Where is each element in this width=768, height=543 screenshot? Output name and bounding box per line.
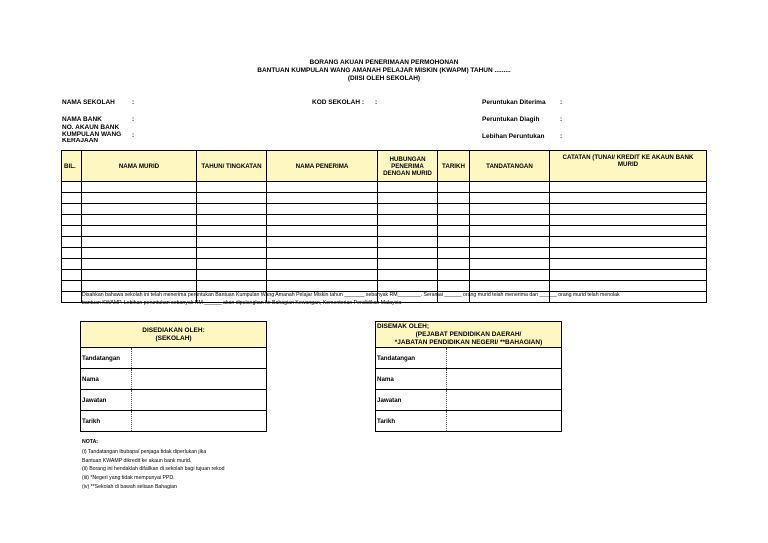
nama-sekolah-label: NAMA SEKOLAH bbox=[62, 99, 115, 106]
table-cell[interactable] bbox=[470, 215, 550, 226]
form-title: BORANG AKUAN PENERIMAAN PERMOHONAN bbox=[309, 59, 459, 66]
table-cell[interactable] bbox=[197, 259, 267, 270]
declaration-line1: Disahkan bahawa sekolah ini telah menerima peruntukan Bantuan Kumpulan Wang Amanah Pelajar Miskin tahun _______ sebanyak RM________. Seramai ______ orang murid telah menerima dan ______ orang murid telah menolak bbox=[82, 292, 620, 298]
table-row bbox=[62, 215, 707, 226]
table-row bbox=[62, 204, 707, 215]
table-cell[interactable] bbox=[438, 248, 470, 259]
table-cell[interactable] bbox=[470, 270, 550, 281]
col-nama-penerima: NAMA PENERIMA bbox=[267, 151, 378, 182]
checked-by-subtitle2: *JABATAN PENDIDIKAN NEGERI/ **BAHAGIAN) bbox=[394, 338, 543, 346]
note-item: (i) Tandatangan ibubapa/ penjaga tidak diperlukan jika bbox=[82, 449, 207, 455]
table-cell[interactable] bbox=[438, 281, 470, 292]
table-cell[interactable] bbox=[62, 259, 82, 270]
sig-left-label-nama: Nama bbox=[81, 369, 132, 390]
table-cell[interactable] bbox=[197, 215, 267, 226]
table-cell[interactable] bbox=[62, 270, 82, 281]
sig-left-field-tandatangan[interactable] bbox=[132, 348, 267, 369]
col-bil: BIL. bbox=[62, 151, 82, 182]
table-cell[interactable] bbox=[378, 259, 438, 270]
table-cell[interactable] bbox=[470, 259, 550, 270]
table-cell[interactable] bbox=[550, 259, 707, 270]
table-cell[interactable] bbox=[82, 226, 197, 237]
recipients-table bbox=[61, 150, 707, 303]
table-cell[interactable] bbox=[438, 215, 470, 226]
table-cell[interactable] bbox=[267, 259, 378, 270]
table-cell[interactable] bbox=[378, 182, 438, 193]
col-tarikh: TARIKH bbox=[438, 151, 470, 182]
sig-right-label-jawatan: Jawatan bbox=[376, 390, 447, 411]
table-cell[interactable] bbox=[550, 215, 707, 226]
declaration-line2: bantuan KWAMP. Lebihan peruntukan sebanyak RM ______ akan dipulangkan ke Bahagian Kewangan, Kementerian Pendidikan Malaysia bbox=[82, 300, 402, 306]
no-akaun-line2: KUMPULAN WANG bbox=[62, 130, 122, 138]
table-cell[interactable] bbox=[62, 248, 82, 259]
table-row bbox=[62, 270, 707, 281]
table-cell[interactable] bbox=[62, 193, 82, 204]
table-cell[interactable] bbox=[267, 193, 378, 204]
table-cell[interactable] bbox=[267, 281, 378, 292]
sig-left-label-jawatan: Jawatan bbox=[81, 390, 132, 411]
form-note: (DIISI OLEH SEKOLAH) bbox=[347, 75, 421, 82]
table-cell[interactable] bbox=[378, 204, 438, 215]
table-cell[interactable] bbox=[197, 204, 267, 215]
sig-left-label-tarikh: Tarikh bbox=[81, 411, 132, 432]
table-cell[interactable] bbox=[470, 182, 550, 193]
table-cell[interactable] bbox=[470, 281, 550, 292]
col-nama-murid: NAMA MURID bbox=[82, 151, 197, 182]
table-cell[interactable] bbox=[82, 259, 197, 270]
no-akaun-line3: KERAJAAN bbox=[62, 138, 99, 142]
col-tandatangan: TANDATANGAN bbox=[470, 151, 550, 182]
table-cell[interactable] bbox=[550, 226, 707, 237]
table-cell[interactable] bbox=[197, 193, 267, 204]
table-cell[interactable] bbox=[62, 204, 82, 215]
table-cell[interactable] bbox=[62, 226, 82, 237]
table-cell[interactable] bbox=[267, 215, 378, 226]
table-cell[interactable] bbox=[438, 204, 470, 215]
table-cell[interactable] bbox=[378, 193, 438, 204]
checked-by-header bbox=[376, 322, 562, 348]
table-cell[interactable] bbox=[550, 281, 707, 292]
table-cell[interactable] bbox=[438, 193, 470, 204]
prepared-by-header bbox=[81, 322, 267, 348]
table-cell[interactable] bbox=[82, 237, 197, 248]
sig-left-field-tarikh[interactable] bbox=[132, 411, 267, 432]
table-cell[interactable] bbox=[267, 270, 378, 281]
table-cell[interactable] bbox=[438, 182, 470, 193]
table-cell[interactable] bbox=[470, 204, 550, 215]
sig-right-field-jawatan[interactable] bbox=[447, 390, 562, 411]
table-cell[interactable] bbox=[197, 226, 267, 237]
table-cell[interactable] bbox=[197, 270, 267, 281]
table-cell[interactable] bbox=[197, 182, 267, 193]
sig-left-field-jawatan[interactable] bbox=[132, 390, 267, 411]
checked-by-title: DISEMAK OLEH; bbox=[377, 322, 429, 330]
colon: : bbox=[132, 132, 135, 139]
colon: : bbox=[560, 99, 563, 106]
colon: : bbox=[132, 99, 135, 106]
prepared-by-subtitle: (SEKOLAH) bbox=[155, 334, 192, 342]
table-cell[interactable] bbox=[62, 182, 82, 193]
table-cell[interactable] bbox=[550, 270, 707, 281]
checked-by-box bbox=[375, 321, 562, 432]
sig-right-field-tandatangan[interactable] bbox=[447, 348, 562, 369]
note-item: (iv) **Sekolah di bawah seliaan Bahagian bbox=[82, 484, 177, 490]
table-header-row bbox=[62, 151, 707, 182]
note-item: (iii) *Negeri yang tidak mempunyai PPD. bbox=[82, 475, 175, 481]
no-akaun-label bbox=[62, 125, 121, 142]
table-cell[interactable] bbox=[82, 204, 197, 215]
table-cell[interactable] bbox=[62, 215, 82, 226]
colon: : bbox=[132, 116, 135, 123]
table-cell[interactable] bbox=[378, 226, 438, 237]
colon: : bbox=[560, 133, 563, 140]
sig-right-label-nama: Nama bbox=[376, 369, 447, 390]
table-cell[interactable] bbox=[82, 281, 197, 292]
table-cell[interactable] bbox=[378, 237, 438, 248]
table-cell[interactable] bbox=[82, 215, 197, 226]
table-cell[interactable] bbox=[267, 182, 378, 193]
table-cell[interactable] bbox=[82, 248, 197, 259]
table-cell[interactable] bbox=[438, 259, 470, 270]
table-cell[interactable] bbox=[550, 204, 707, 215]
col-tahun-tingkatan: TAHUN/ TINGKATAN bbox=[197, 151, 267, 182]
sig-left-field-nama[interactable] bbox=[132, 369, 267, 390]
peruntukan-diterima-label: Peruntukan Diterima bbox=[482, 99, 546, 106]
sig-right-label-tarikh: Tarikh bbox=[376, 411, 447, 432]
table-cell[interactable] bbox=[197, 281, 267, 292]
table-cell[interactable] bbox=[438, 226, 470, 237]
table-cell[interactable] bbox=[470, 248, 550, 259]
table-cell[interactable] bbox=[470, 226, 550, 237]
sig-right-label-tandatangan: Tandatangan bbox=[376, 348, 447, 369]
table-cell[interactable] bbox=[197, 237, 267, 248]
table-cell[interactable] bbox=[438, 237, 470, 248]
table-cell[interactable] bbox=[82, 182, 197, 193]
no-akaun-line1: NO. AKAUN BANK bbox=[62, 124, 120, 131]
table-cell[interactable] bbox=[378, 270, 438, 281]
col-hubungan: HUBUNGAN PENERIMA DENGAN MURID bbox=[378, 151, 438, 182]
note-item: Bantuan KWAMP dikredit ke akaun bank murid. bbox=[82, 458, 192, 464]
table-row bbox=[62, 281, 707, 292]
nama-bank-label: NAMA BANK bbox=[62, 116, 102, 123]
table-row bbox=[62, 259, 707, 270]
table-row bbox=[62, 248, 707, 259]
prepared-by-box bbox=[80, 321, 267, 432]
table-cell[interactable] bbox=[550, 237, 707, 248]
table-row bbox=[62, 237, 707, 248]
colon: : bbox=[560, 116, 563, 123]
table-row bbox=[62, 226, 707, 237]
col-catatan: CATATAN (TUNAI/ KREDIT KE AKAUN BANK MURID bbox=[550, 151, 707, 182]
table-cell[interactable] bbox=[197, 248, 267, 259]
table-cell[interactable] bbox=[62, 237, 82, 248]
sig-left-label-tandatangan: Tandatangan bbox=[81, 348, 132, 369]
prepared-by-title: DISEDIAKAN OLEH: bbox=[142, 326, 205, 334]
table-cell[interactable] bbox=[267, 226, 378, 237]
table-cell[interactable] bbox=[82, 270, 197, 281]
table-cell[interactable] bbox=[550, 182, 707, 193]
table-cell[interactable] bbox=[62, 292, 82, 303]
kod-sekolah-label: KOD SEKOLAH : bbox=[312, 99, 364, 106]
table-cell[interactable] bbox=[267, 237, 378, 248]
colon: : bbox=[375, 99, 378, 106]
table-cell[interactable] bbox=[378, 248, 438, 259]
lebihan-peruntukan-label: Lebihan Peruntukan bbox=[482, 133, 545, 140]
table-row bbox=[62, 193, 707, 204]
table-cell[interactable] bbox=[82, 193, 197, 204]
table-cell[interactable] bbox=[550, 248, 707, 259]
sig-right-field-nama[interactable] bbox=[447, 369, 562, 390]
table-cell[interactable] bbox=[378, 215, 438, 226]
table-cell[interactable] bbox=[267, 204, 378, 215]
table-cell[interactable] bbox=[378, 281, 438, 292]
table-cell[interactable] bbox=[550, 193, 707, 204]
notes-title: NOTA: bbox=[82, 439, 99, 445]
peruntukan-diagih-label: Peruntukan Diagih bbox=[482, 116, 540, 123]
note-item: (ii) Borang ini hendaklah difailkan di sekolah bagi tujuan rekod bbox=[82, 466, 225, 472]
table-cell[interactable] bbox=[438, 270, 470, 281]
table-cell[interactable] bbox=[470, 237, 550, 248]
table-cell[interactable] bbox=[267, 248, 378, 259]
form-subtitle: BANTUAN KUMPULAN WANG AMANAH PELAJAR MISKIN (KWAPM) TAHUN ......... bbox=[257, 67, 511, 74]
sig-right-field-tarikh[interactable] bbox=[447, 411, 562, 432]
table-cell[interactable] bbox=[62, 281, 82, 292]
table-cell[interactable] bbox=[470, 193, 550, 204]
table-row bbox=[62, 182, 707, 193]
checked-by-subtitle: (PEJABAT PENDIDIKAN DAERAH/ bbox=[415, 330, 522, 338]
